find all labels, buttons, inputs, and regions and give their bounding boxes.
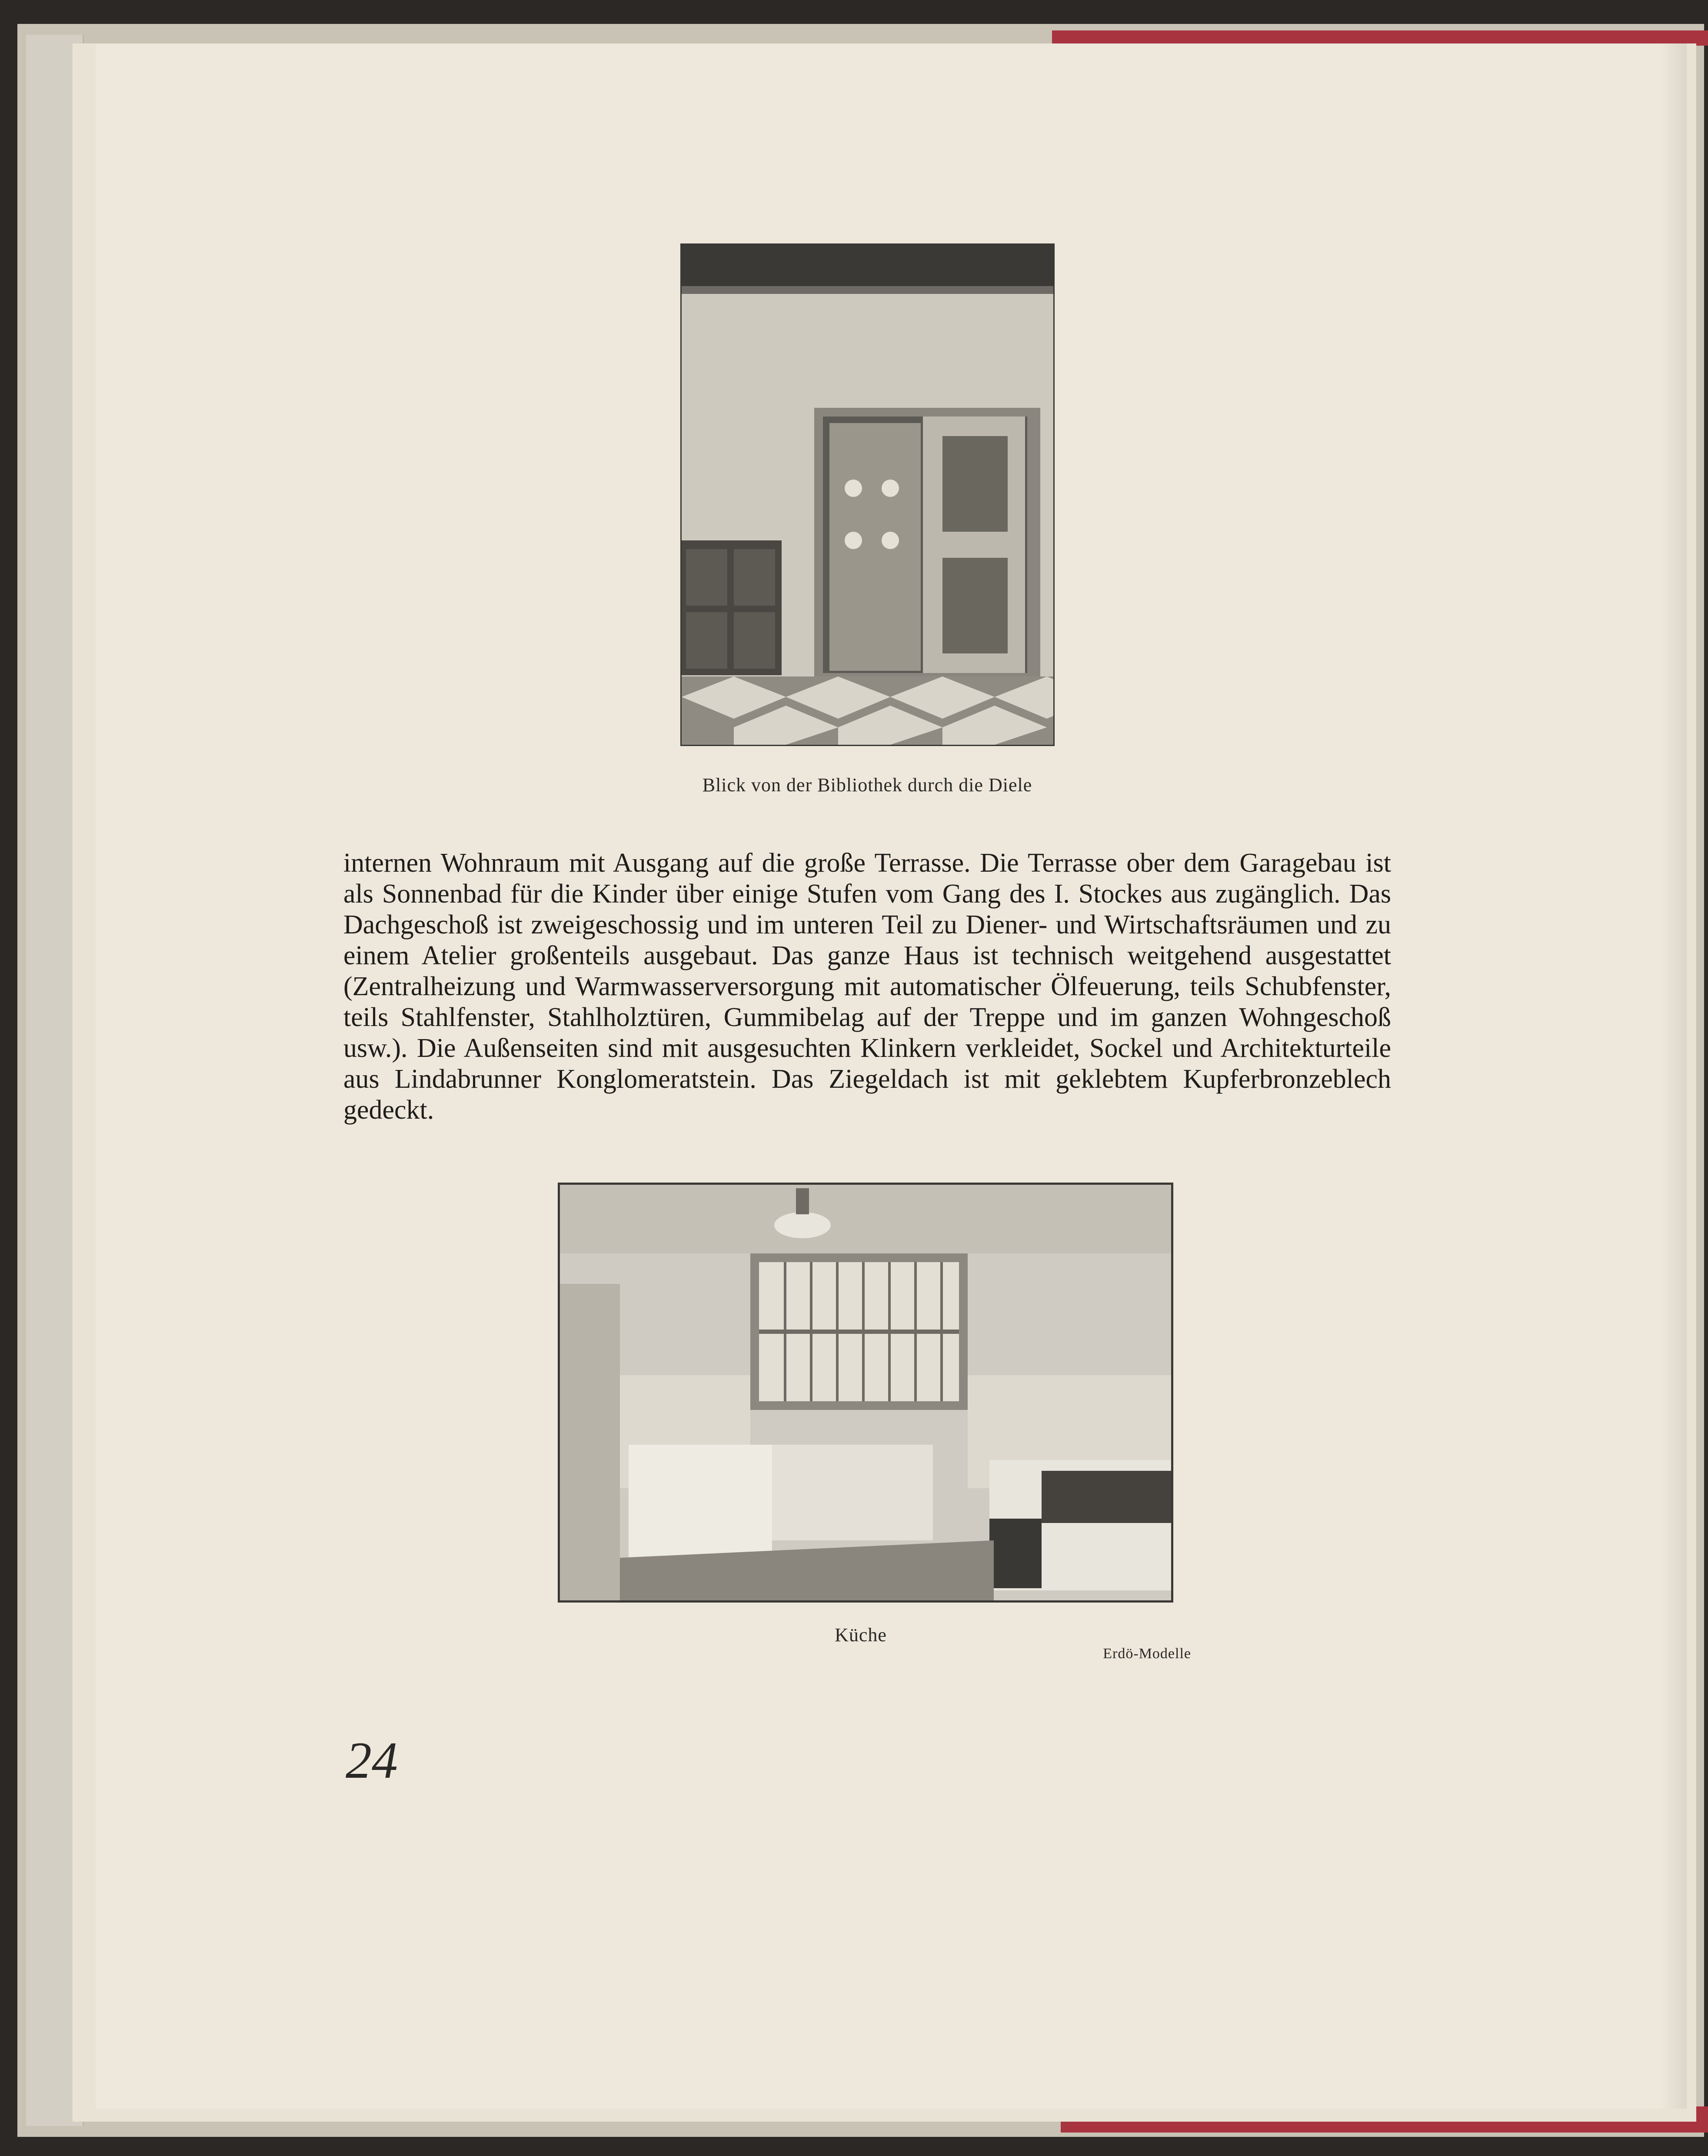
photo-kitchen-caption: Küche bbox=[835, 1624, 887, 1646]
photo-library-hall bbox=[680, 243, 1055, 746]
page-gutter-shadow bbox=[1661, 43, 1687, 2109]
photo-kitchen-drawing bbox=[559, 1184, 1172, 1601]
page-number: 24 bbox=[346, 1731, 398, 1789]
photo-library-hall-caption: Blick von der Bibliothek durch die Diele bbox=[702, 774, 1032, 796]
body-paragraph: internen Wohnraum mit Ausgang auf die große Terrasse. Die Terrasse ober dem Garagebau ist als Sonnenbad für die Kinder über einige Stufen vom Gang des I. Stockes aus zugänglich. Das Dachgeschoß ist zweigeschossig und im unteren Teil zu Diener- und Wirtschaftsräumen und zu einem Atelier großenteils ausgebaut. Das ganze Haus ist technisch weitgehend ausgestattet (Zentralheizung und Warmwasserversorgung mit automatischer Ölfeuerung, teils Schubfenster, teils Stahlfenster, Stahlholztüren, Gummibelag auf der Treppe und im ganzen Wohngeschoß usw.). Die Außenseiten sind mit ausgesuchten Klinkern verkleidet, Sockel und Architekturteile aus Lindabrunner Konglomeratstein. Das Ziegeldach ist mit geklebtem Kupferbronzeblech gedeckt. bbox=[343, 848, 1391, 1125]
photo-library-hall-drawing bbox=[682, 245, 1053, 745]
photo-kitchen bbox=[558, 1183, 1173, 1603]
photo-credit: Erdö-Modelle bbox=[1103, 1646, 1191, 1662]
